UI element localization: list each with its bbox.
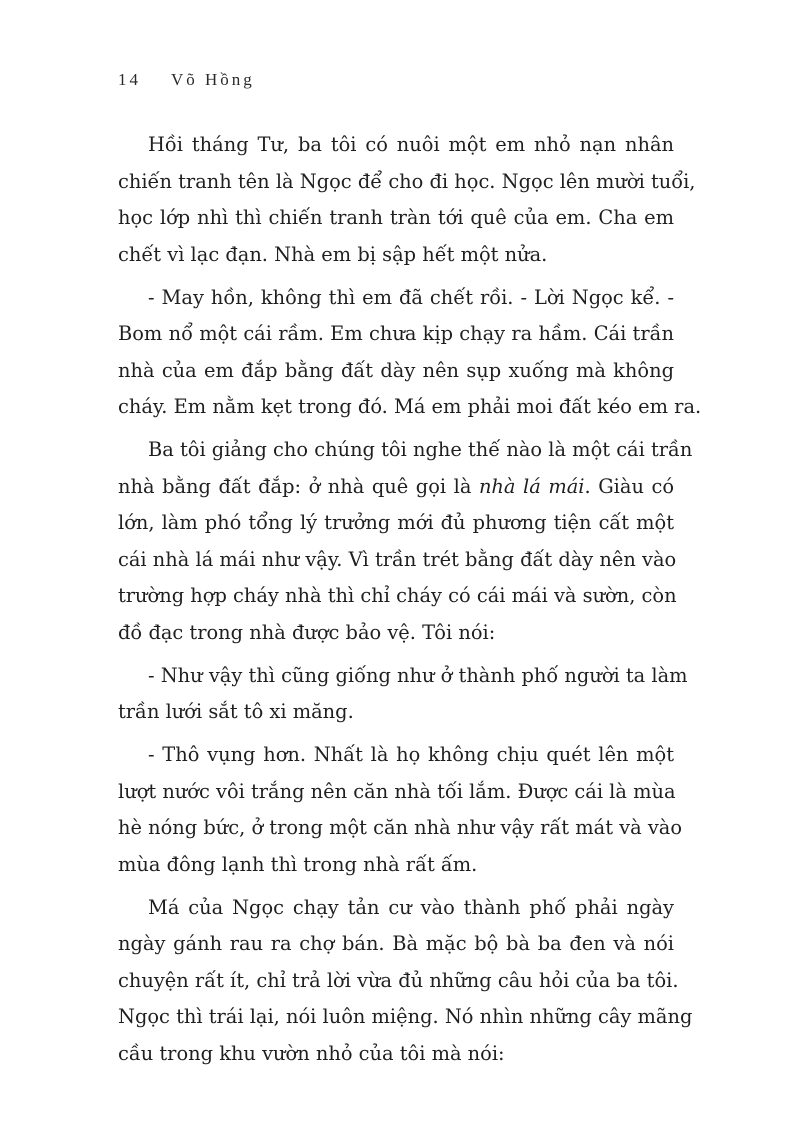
paragraph <box>118 890 693 1073</box>
text-line: ngày gánh rau ra chợ bán. Bà mặc bộ bà ba đen và nói <box>118 932 674 955</box>
text-line: nhà của em đắp bằng đất dày nên sụp xuống mà không <box>118 358 674 382</box>
text-line: Bom nổ một cái rầm. Em chưa kịp chạy ra hầm. Cái trần <box>118 322 674 345</box>
text-line: chiến tranh tên là Ngọc để cho đi học. Ngọc lên mười tuổi, <box>118 169 696 193</box>
italic-term: nhà lá mái <box>478 474 585 498</box>
text-line: cái nhà lá mái như vậy. Vì trần trét bằng đất dày nên vào <box>118 547 677 571</box>
text-line: cháy. Em nằm kẹt trong đó. Má em phải moi đất kéo em ra. <box>118 395 702 418</box>
text-segment: . Giàu có <box>584 474 675 498</box>
page-number: 14 <box>118 70 141 89</box>
text-line: Ba tôi giảng cho chúng tôi nghe thế nào là một cái trần <box>148 438 693 461</box>
body-text <box>118 127 702 1072</box>
text-line: hè nóng bức, ở trong một căn nhà như vậy rất mát và vào <box>118 816 683 839</box>
paragraph <box>118 432 693 651</box>
text-line: học lớp nhì thì chiến tranh tràn tới quê của em. Cha em <box>118 206 674 229</box>
text-segment: nhà bằng đất đắp: ở nhà quê gọi là <box>118 474 479 498</box>
paragraph <box>118 658 688 731</box>
text-line: - Thô vụng hơn. Nhất là họ không chịu quét lên một <box>148 743 674 766</box>
paragraph <box>118 737 683 883</box>
text-line: Má của Ngọc chạy tản cư vào thành phố phải ngày <box>148 895 674 919</box>
author-name: Võ Hồng <box>171 70 255 89</box>
text-line: chết vì lạc đạn. Nhà em bị sập hết một nửa. <box>118 242 548 266</box>
text-line: chuyện rất ít, chỉ trả lời vừa đủ những câu hỏi của ba tôi. <box>118 968 679 992</box>
text-line: mùa đông lạnh thì trong nhà rất ấm. <box>118 852 478 876</box>
text-line: đồ đạc trong nhà được bảo vệ. Tôi nói: <box>118 620 496 644</box>
text-line: trần lưới sắt tô xi măng. <box>118 700 354 723</box>
text-line: Hồi tháng Tư, ba tôi có nuôi một em nhỏ nạn nhân <box>148 133 674 156</box>
text-line: lớn, làm phó tổng lý trưởng mới đủ phương tiện cất một <box>118 511 674 534</box>
paragraph <box>118 280 702 426</box>
text-line: Ngọc thì trái lại, nói luôn miệng. Nó nhìn những cây mãng <box>118 1005 693 1028</box>
running-header <box>118 70 255 90</box>
text-line: trường hợp cháy nhà thì chỉ cháy có cái mái và sườn, còn <box>118 584 677 607</box>
text-line: - Như vậy thì cũng giống như ở thành phố người ta làm <box>148 663 688 687</box>
text-line: lượt nước vôi trắng nên căn nhà tối lắm. Được cái là mùa <box>118 779 676 803</box>
text-line <box>118 469 674 506</box>
text-line: - May hồn, không thì em đã chết rồi. - Lời Ngọc kể. - <box>148 285 674 309</box>
paragraph <box>118 127 696 273</box>
text-line: cầu trong khu vườn nhỏ của tôi mà nói: <box>118 1041 505 1065</box>
